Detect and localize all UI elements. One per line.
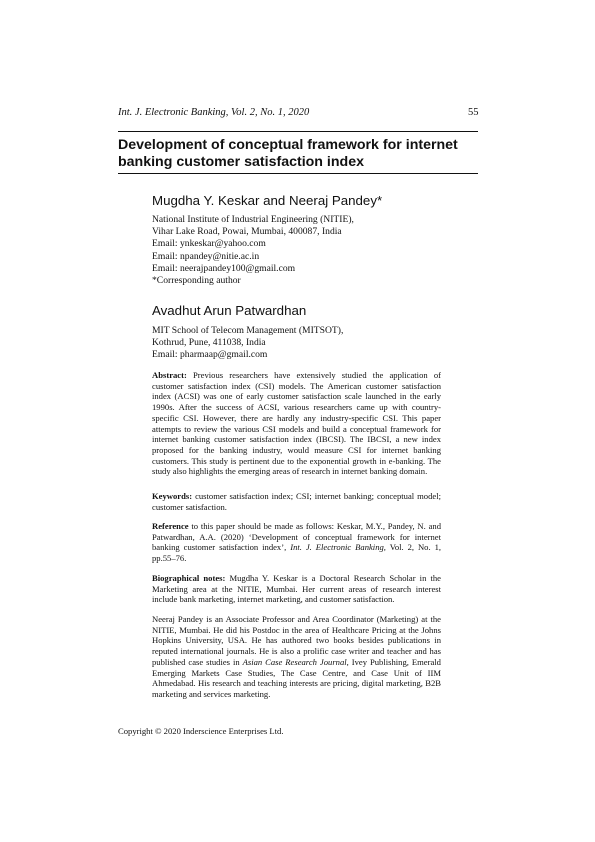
reference-label: Reference xyxy=(152,521,189,531)
author-names-2: Avadhut Arun Patwardhan xyxy=(152,303,307,318)
email-line: Email: ynkeskar@yahoo.com xyxy=(152,238,266,250)
affiliation-line: Kothrud, Pune, 411038, India xyxy=(152,337,266,349)
reference-note xyxy=(152,521,441,564)
affiliation-2 xyxy=(152,325,472,362)
affiliation-line: National Institute of Industrial Engineering (NITIE), xyxy=(152,214,354,225)
reference-journal: Int. J. Electronic Banking xyxy=(290,542,384,553)
paper-title xyxy=(118,137,478,171)
keywords-label: Keywords: xyxy=(152,491,193,501)
affiliation-1 xyxy=(152,214,472,287)
author-names-1: Mugdha Y. Keskar and Neeraj Pandey* xyxy=(152,193,383,208)
biographical-notes-1 xyxy=(152,573,441,605)
title-line-1: Development of conceptual framework for internet xyxy=(118,137,458,153)
email-line: Email: pharmaap@gmail.com xyxy=(152,349,268,361)
affiliation-line: MIT School of Telecom Management (MITSOT), xyxy=(152,325,344,336)
title-bottom-rule xyxy=(118,173,478,174)
title-line-2: banking customer satisfaction index xyxy=(118,154,364,170)
affiliation-line: Vihar Lake Road, Powai, Mumbai, 400087, India xyxy=(152,226,342,238)
title-top-rule xyxy=(118,131,478,132)
bio-text-2: Neeraj Pandey is an Associate Professor and Area Coordinator (Marketing) at the NITIE, Mumbai. He did his Postdoc in the area of Healthcare Pricing at the Johns Hopkins University, USA. He has authored two books besides publications in reputed international journals. He is also a prolific case writer and teacher and has published case studies in xyxy=(152,614,441,667)
bio-journal: Asian Case Research Journal xyxy=(242,656,347,667)
copyright-footer: Copyright © 2020 Inderscience Enterprises Ltd. xyxy=(118,726,284,736)
bio-label: Biographical notes: xyxy=(152,573,226,583)
reference-volume: , Vol. 2, No. 1, pp.55–76. xyxy=(152,542,442,564)
bio-text-2-rest: , Ivey Publishing, Emerald Emerging Markets Case Studies, The Case Centre, and Case Unit of IIM Ahmedabad. His research and teaching interests are pricing, digital marketing, B2B marketing and services marketing. xyxy=(152,656,441,699)
email-line: Email: npandey@nitie.ac.in xyxy=(152,250,260,262)
keywords-text: customer satisfaction index; CSI; internet banking; conceptual model; customer satisfaction. xyxy=(152,491,441,512)
biographical-notes-2 xyxy=(152,614,441,700)
page-number: 55 xyxy=(468,107,479,118)
email-line: Email: neerajpandey100@gmail.com xyxy=(152,262,296,274)
reference-text: to this paper should be made as follows: Keskar, M.Y., Pandey, N. and Patwardhan, A.A. (2020) ‘Development of conceptual framework for internet banking customer satisfaction index’, xyxy=(152,521,441,553)
corresponding-author-note: *Corresponding author xyxy=(152,275,241,287)
abstract xyxy=(152,370,441,477)
abstract-label: Abstract: xyxy=(152,370,187,380)
abstract-text: Previous researchers have extensively studied the application of customer satisfaction index (CSI) models. The American customer satisfaction index (ACSI) was one of early customer satisfaction scale launched in the early 1990s. After the success of ACSI, various researchers came up with country-specific CSI. However, there are hardly any industry-specific CSI. This paper attempts to review the various CSI models and build a conceptual framework for internet banking customer satisfaction index (IBCSI). The IBCSI, a new index proposed for the banking industry, would measure CSI for internet banking customers. This study is pertinent due to the exponential growth in e-banking. The study also highlights the emerging areas of research in internet banking domain. xyxy=(152,370,441,477)
bio-text-1: Mugdha Y. Keskar is a Doctoral Research Scholar in the Marketing area at the NITIE, Mumbai. Her current areas of research interest include bank marketing, internet marketing, and customer satisfaction. xyxy=(152,573,441,605)
keywords xyxy=(152,491,441,512)
running-head: Int. J. Electronic Banking, Vol. 2, No. 1, 2020 xyxy=(118,107,310,118)
